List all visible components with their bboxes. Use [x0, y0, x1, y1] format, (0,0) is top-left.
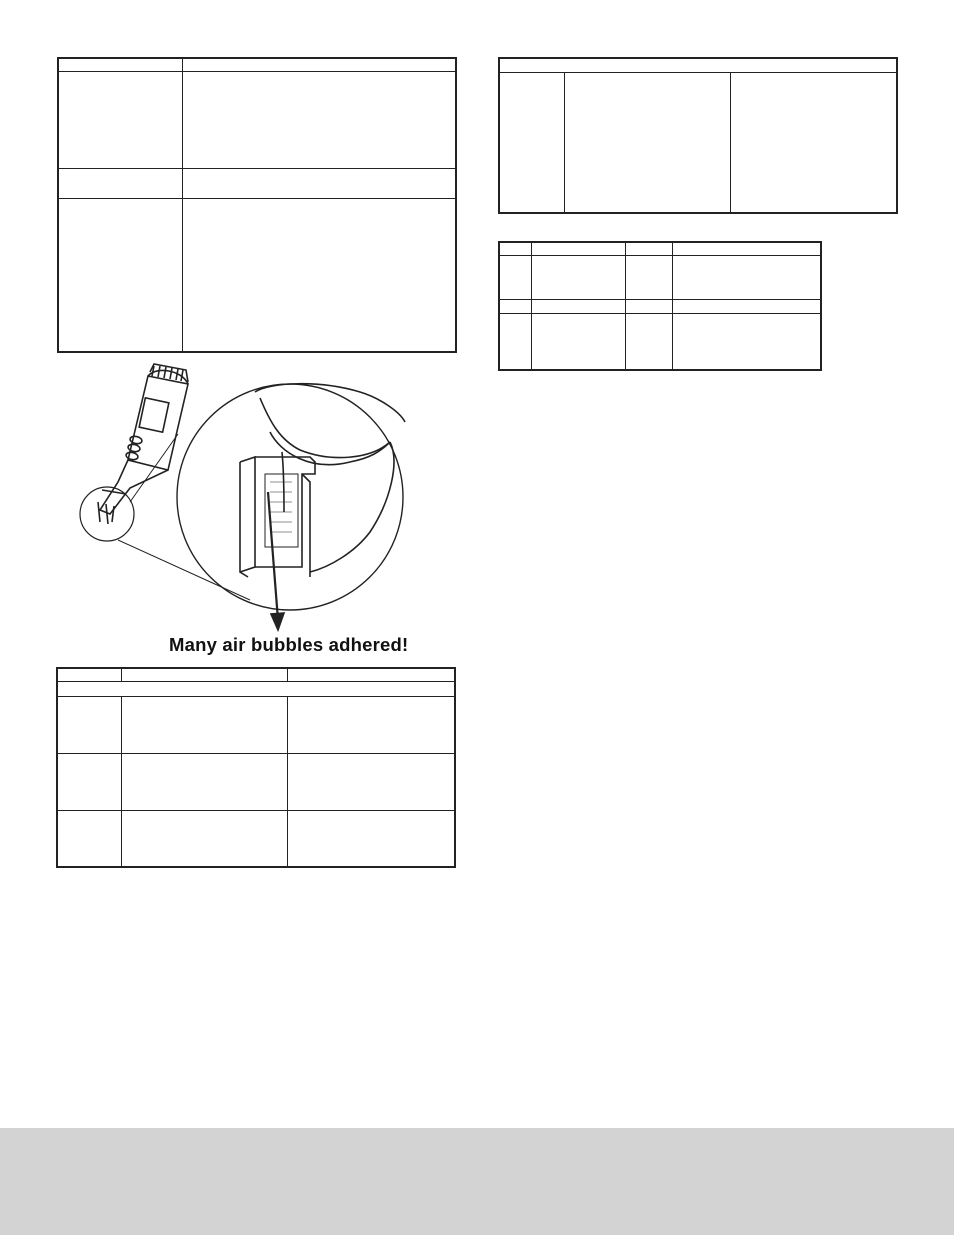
table-cell — [182, 71, 456, 168]
figure-caption: Many air bubbles adhered! — [169, 634, 409, 655]
spec-table-left — [57, 57, 457, 353]
table-cell — [287, 696, 455, 753]
table-cell — [531, 313, 625, 370]
table-cell — [121, 696, 287, 753]
table-cell — [730, 72, 897, 213]
table-cell — [121, 753, 287, 810]
table-cell — [58, 168, 182, 198]
table-cell — [625, 299, 672, 313]
footer-band — [0, 1128, 954, 1235]
table-cell — [499, 313, 531, 370]
table-cell — [672, 255, 821, 299]
spec-table-right — [498, 57, 898, 214]
magnified-electrode-icon — [177, 384, 405, 610]
table-cell — [287, 668, 455, 681]
table-cell — [58, 71, 182, 168]
table-cell — [499, 242, 531, 255]
table-cell — [625, 255, 672, 299]
table-cell — [672, 242, 821, 255]
table-cell — [58, 58, 182, 71]
table-cell — [499, 255, 531, 299]
table-cell — [287, 753, 455, 810]
table-cell — [499, 58, 897, 72]
table-cell — [121, 668, 287, 681]
table-cell — [182, 168, 456, 198]
table-cell — [57, 753, 121, 810]
table-cell — [672, 299, 821, 313]
table-cell — [57, 810, 121, 867]
table-cell — [625, 242, 672, 255]
table-cell — [531, 242, 625, 255]
table-cell — [499, 299, 531, 313]
table-cell — [625, 313, 672, 370]
ph-pen-meter-electrode-closeup — [70, 362, 470, 637]
table-cell — [499, 72, 564, 213]
table-cell — [564, 72, 730, 213]
table-cell — [287, 810, 455, 867]
pen-meter-icon — [98, 364, 188, 524]
troubleshoot-table-right — [498, 241, 822, 371]
table-cell — [531, 255, 625, 299]
troubleshoot-table-left — [56, 667, 456, 868]
table-cell — [58, 198, 182, 352]
table-cell — [121, 810, 287, 867]
table-cell — [182, 58, 456, 71]
table-cell — [531, 299, 625, 313]
table-cell — [672, 313, 821, 370]
table-cell — [57, 668, 121, 681]
table-cell — [57, 681, 455, 696]
table-cell — [182, 198, 456, 352]
table-cell — [57, 696, 121, 753]
